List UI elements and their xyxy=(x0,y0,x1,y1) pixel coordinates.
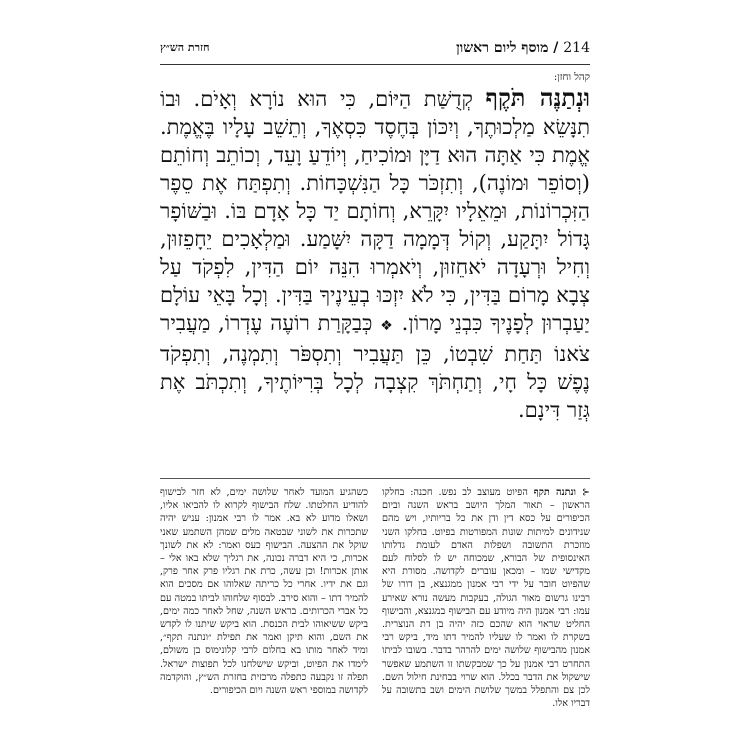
prayer-paragraph-1: קְדֻשַּׁת הַיּוֹם, כִּי הוּא נוֹרָא וְאָיֹם. וּבוֹ תִנָּשֵׂא מַלְכוּתֶךָ, וְיִכּוֹן בְּחֶסֶד כִּסְאֶךָ, וְתֵשֵׁב עָלָיו בֶּאֱמֶת. אֱמֶת כִּי אַתָּה הוּא דַיָּן וּמוֹכִיחַ, וְיוֹדֵעַ וָעֵד, וְכוֹתֵב וְחוֹתֵם (וְסוֹפֵר וּמוֹנֶה), וְתִזְכֹּר כָּל הַנִּשְׁכָּחוֹת. וְתִפְתַּח אֶת סֵפֶר הַזִּכְרוֹנוֹת, וּמֵאֵלָיו יִקָּרֵא, וְחוֹתָם יַד כָּל אָדָם בּוֹ. וּבַשּׁוֹפָר גָּדוֹל יִתָּקַע, וְקוֹל דְּמָמָה דַקָּה יִשָּׁמַע. וּמַלְאָכִים יֵחָפֵזוּן, וְחִיל וּרְעָדָה יֹאחֵזוּן, וְיֹאמְרוּ הִנֵּה יוֹם הַדִּין, לִפְקֹד עַל צְבָא מָרוֹם בַּדִּין, כִּי לֹא יִזְכּוּ בְעֵינֶיךָ בַּדִּין. וְכָל בָּאֵי עוֹלָם יַעַבְרוּן לְפָנֶיךָ כִּבְנֵי מָרוֹן. xyxy=(160,87,590,335)
note-heading: ונתנה תקף xyxy=(533,487,577,498)
repetition-label: חזרת הש״ץ xyxy=(160,41,210,54)
paragraph-separator: ❖ xyxy=(380,318,394,334)
note-text-right: הפיוט מעוצב לב נפש. חכנה: בחלקו הראשון – תאור המלך היושב בראש השנה וביום הכיפורים על כסא דין ודן את כל בריותיו, ויש מהם שנידונים למיתות שונות המפורטות בפיוט. בחלקו השני מוזכרת התשובה ושפלות האדם לעומת גדלותו האינסופית של הבורא, שמכוחה יש לו לסלוח לעם מקדישי שמו – ומכאן עוברים לקדושה. מסורת היא שהפיוט חובר על ידי רבי אמנון ממגנצא, בן דורו של רבינו גרשום מאור הגולה, בעקבות מעשה נורא שאירע עמו: רבי אמנון היה מיודע עם הבישוף במגנצא, והבישוף החליט שראוי הוא שהכם כזה יהיה בן דת הנוצרית. בשקרת לו ואמר לו שעליו להמיר דתו מיד, ביקש רבי אמנון מהבישוף שלושה ימים להרהר בדבר. בשובו לביתו התחרט רבי אמנון על כך שמבקשתו זו השתמע שאפשר שישקול את הדבר בכלל. הוא שרוי בבחינת חילול השם. לכן צם והתפלל במשך שלושת הימים ושב בתשובה על דבריו אלו. xyxy=(382,487,590,710)
opening-words: וּנְתַנֶּה תֹּקֶף xyxy=(485,83,590,112)
header-divider: / xyxy=(553,40,559,56)
main-prayer-text xyxy=(160,84,590,424)
commentary-column-left xyxy=(160,486,368,697)
congregation-cue: קהל וחזן: xyxy=(553,72,590,83)
prayer-paragraph-2: כְּבַקָּרַת רוֹעֶה עֶדְרוֹ, מַעֲבִיר צֹאנוֹ תַּחַת שִׁבְטוֹ, כֵּן תַּעֲבִיר וְתִסְפֹּר וְתִמְנֶה, וְתִפְקֹד נֶפֶשׁ כָּל חָי, וְתַחְתֹּךְ קִצְבָה לְכָל בְּרִיּוֹתֶיךָ, וְתִכְתֹּב אֶת גְּזַר דִּינָם. xyxy=(160,311,590,422)
commentary-column-right xyxy=(382,486,590,710)
page-number: 214 xyxy=(563,40,590,56)
note-text-left: כשהגיע המועד לאחר שלושה ימים, לא חזר לבישוף להודיע החלטתו. שלח הבישוף לקרוא לו להביאו אליו, ושאלו מדוע לא בא. אמר לו רבי אמנון: עניש יהיה שתכרות את לשוני שבטאה מלים שמהן השתמע שאני שוקל את ההצעה. הבישוף כעס ואמר: לא את לשונך אכרות, כי היא דברה נכונה, את רגליך שלא באו אלי – אותן אכרות! וכן עשה, כרת את רגליו פרק אחר פרק, וגם את ידיו. אחרי כל כריתה שאלוהו אם מסכים הוא להמיר דתו – והוא סירב. לבסוף שלחוהו לביתו במטה עם כל אברי הכרותים. בראש השנה, שחל לאחר כמה ימים, ביקש ששיאוהו לבית הכנסת. הוא ביקש שיתנו לו לקדש את השם, והוא תיקן ואמר את תפילת ״ונתנה תקף״, ומיד לאחר מותו בא בחלום לרבי קלונימוס בן משולם, לימדו את הפיוט, וביקש שישלחנו לכל תפוצות ישראל. תפלה זו נקבעה כתפלה מרכזית בחזרת הש״ץ, והוקדמה לקדושה במוספי ראש השנה ויום הכיפורים. xyxy=(160,487,368,697)
commentary-rule xyxy=(160,478,590,479)
note-marker: ⊰ xyxy=(581,487,590,498)
header-rule xyxy=(160,64,590,65)
page-header xyxy=(456,40,590,57)
section-title: מוסף ליום ראשון xyxy=(456,40,549,56)
